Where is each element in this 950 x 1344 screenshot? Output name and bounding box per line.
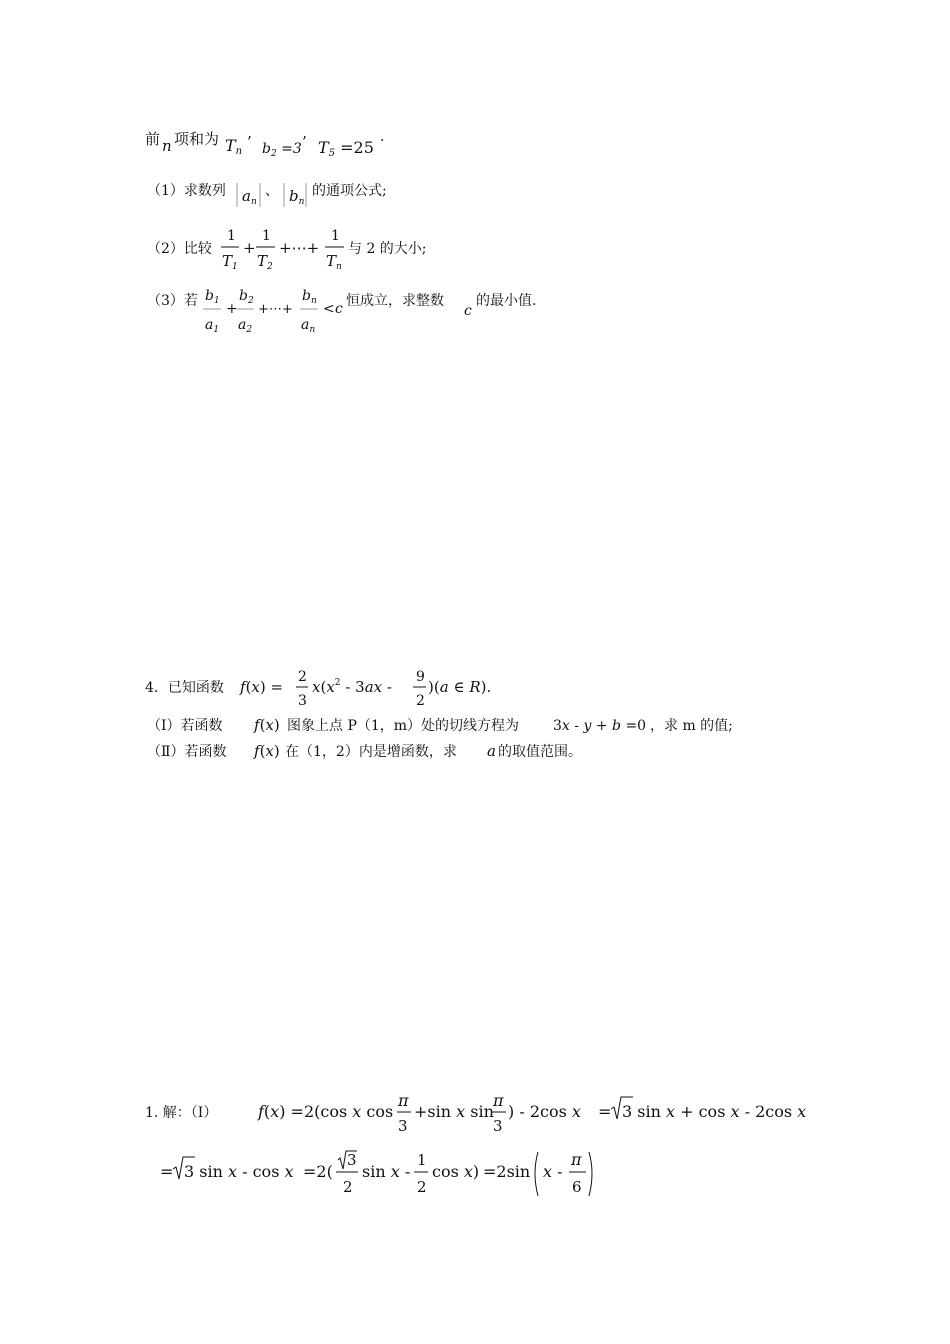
p4-part1-label: （Ⅰ）若函数 <box>147 718 223 734</box>
svg-text:=2(: =2( <box>303 1162 333 1181</box>
svg-text:+: + <box>226 301 238 317</box>
problem4-number: 4．已知函数 <box>145 680 224 696</box>
svg-text:)(a ∈ R).: )(a ∈ R). <box>428 678 492 696</box>
problem3-intro-line <box>0 125 950 165</box>
svg-text:T1: $T_1$ <box>222 252 238 272</box>
part2-tail: 与 2 的大小; <box>348 241 427 257</box>
part3-end: 的最小值. <box>476 293 537 309</box>
part1-sep: 、 <box>265 183 279 199</box>
svg-text:2: 2 <box>417 1178 427 1196</box>
svg-text:3: 3 <box>298 693 307 709</box>
a-n: $a_n$ <box>242 187 257 207</box>
svg-text:+: + <box>243 239 256 257</box>
b-n: $b_n$ <box>289 187 305 207</box>
p4-part1-eq: 3x - y + b =0 <box>553 718 647 734</box>
svg-text:Tn: $T_n$ <box>326 252 342 272</box>
intro-prefix: 前 <box>145 130 161 148</box>
T5-eq: T5 =25 <box>318 138 374 159</box>
svg-text:f(x): f(x) <box>254 742 280 760</box>
problem3-part3 <box>0 285 950 340</box>
p4-part1-mid: 图象上点 P（1，m）处的切线方程为 <box>287 718 520 734</box>
svg-text:T2: $T_2$ <box>257 252 273 272</box>
svg-text:3: 3 <box>347 1151 357 1169</box>
svg-text:2: 2 <box>416 693 425 709</box>
svg-text:bn: $b_n$ <box>302 288 317 306</box>
p4-part2-label: （Ⅱ）若函数 <box>147 744 227 760</box>
svg-text:c: c <box>464 303 472 319</box>
svg-text:an: $a_n$ <box>301 317 316 335</box>
svg-text:f(x) =: f(x) = <box>240 678 284 696</box>
svg-text:a2: $a_2$ <box>238 317 253 335</box>
p4-part1-tail: ，求 m 的值; <box>650 718 733 734</box>
svg-text:π: π <box>571 1150 582 1169</box>
svg-text:c: c <box>335 301 343 317</box>
svg-text:1: 1 <box>417 1151 427 1169</box>
svg-text:=: = <box>598 1102 612 1121</box>
svg-text:x(x2 - 3ax -: $x(x^2 - 3ax$ - <box>312 678 392 696</box>
part3-tail: 恒成立，求整数 <box>346 293 444 309</box>
problem3-part1 <box>0 178 950 218</box>
svg-text:a1: $a_1$ <box>205 317 220 335</box>
part2-label: （2）比较 <box>147 241 212 257</box>
svg-text:2: 2 <box>298 669 307 685</box>
intro-mid: 项和为 <box>174 130 220 148</box>
svg-text:f(x) =2(cos x cos: f(x) =2(cos x cos <box>258 1102 394 1121</box>
solution-label: 1. 解：（Ⅰ） <box>145 1105 218 1121</box>
svg-text:1: 1 <box>262 228 271 244</box>
problem4-part2 <box>0 738 950 764</box>
svg-text:3 sin x + cos x - 2cos x: 3 sin x + cos x - 2cos x <box>622 1102 807 1121</box>
svg-text:1: 1 <box>227 228 236 244</box>
problem4-header <box>0 664 950 714</box>
problem3-part2 <box>0 225 950 275</box>
part3-label: （3）若 <box>147 293 198 309</box>
comma2: ’ <box>302 133 307 151</box>
svg-text:=: = <box>160 1162 174 1181</box>
svg-text:+⋯+: +⋯+ <box>279 239 320 257</box>
svg-text:<: < <box>323 301 335 317</box>
svg-text:3 sin x - cos x: 3 sin x - cos x <box>184 1162 294 1181</box>
b2-eq: $b_2 =3$ <box>262 141 302 159</box>
solution1-line2 <box>0 1148 950 1208</box>
var-n: n <box>162 137 172 155</box>
svg-text:f(x): f(x) <box>254 716 280 734</box>
part1-label: （1）求数列 <box>147 183 226 199</box>
svg-text:6: 6 <box>572 1178 582 1196</box>
svg-text:b1: $b_1$ <box>205 288 220 306</box>
svg-text:b2: $b_2$ <box>239 288 254 306</box>
svg-text:9: 9 <box>416 669 425 685</box>
svg-text:3: 3 <box>398 1117 408 1135</box>
solution1-line1 <box>0 1090 950 1142</box>
p4-part2-mid: 在（1，2）内是增函数，求 <box>285 744 457 760</box>
svg-text:π: π <box>398 1091 409 1110</box>
p4-part2-tail: 的取值范围。 <box>498 744 582 760</box>
svg-text:sin x -: sin x - <box>362 1162 411 1181</box>
svg-text:3: 3 <box>493 1117 503 1135</box>
svg-text:=2sin: =2sin <box>483 1162 531 1181</box>
svg-text:) - 2cos x: ) - 2cos x <box>508 1102 581 1121</box>
p4-part2-var: a <box>487 742 496 760</box>
svg-text:1: 1 <box>331 228 340 244</box>
svg-text:+⋯+: +⋯+ <box>258 302 293 317</box>
svg-text:x -: x - <box>543 1162 563 1181</box>
svg-text:π: π <box>493 1091 504 1110</box>
svg-text:cos x): cos x) <box>432 1162 480 1181</box>
part1-tail: 的通项公式; <box>312 183 387 199</box>
period: · <box>380 133 385 149</box>
problem4-part1 <box>0 712 950 738</box>
comma: ’ <box>247 133 252 151</box>
svg-text:2: 2 <box>343 1178 353 1196</box>
T-n: Tn <box>225 136 243 157</box>
svg-text:+sin x sin: +sin x sin <box>414 1102 494 1121</box>
